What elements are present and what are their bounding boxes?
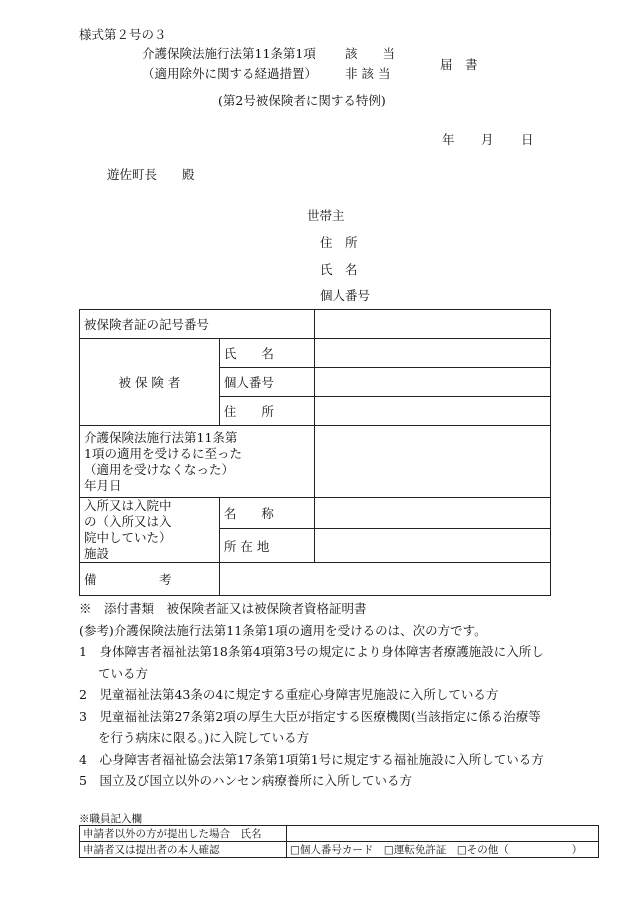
proxy-submitter-label: 申請者以外の方が提出した場合 氏名: [80, 826, 287, 842]
form-number: 様式第２号の３: [79, 27, 167, 42]
household-name-label: 氏 名: [320, 262, 358, 277]
insurance-card-number-label: 被保険者証の記号番号: [80, 310, 315, 339]
proxy-submitter-field[interactable]: [287, 826, 599, 842]
remarks-label: 備 考: [80, 563, 220, 596]
applicable-date-label: 介護保険法施行法第11条第1項の適用を受けるに至った（適用を受けなくなった）年月日: [80, 426, 315, 498]
facility-location-field[interactable]: [315, 529, 551, 563]
facility-name-label: 名 称: [219, 498, 314, 529]
household-address-label: 住 所: [320, 235, 358, 250]
facility-location-label: 所 在 地: [219, 529, 314, 563]
insured-address-field[interactable]: [315, 397, 551, 426]
household-personal-number-label: 個人番号: [320, 288, 371, 303]
document-type: 届 書: [440, 57, 478, 72]
insured-personal-number-label: 個人番号: [219, 368, 314, 397]
insured-person-label: 被 保 険 者: [80, 339, 220, 426]
household-head-label: 世帯主: [307, 208, 345, 223]
note-item: 1 身体障害者福祉法第18条第4項第3号の規定により身体障害者療護施設に入所している方: [79, 644, 544, 681]
insured-name-field[interactable]: [315, 339, 551, 368]
identity-check-options[interactable]: □個人番号カード □運転免許証 □その他（ ）: [287, 842, 599, 858]
remarks-field[interactable]: [219, 563, 550, 596]
date-year: 年: [442, 132, 455, 147]
insured-personal-number-field[interactable]: [315, 368, 551, 397]
option-applicable: 該 当: [345, 46, 396, 61]
facility-name-field[interactable]: [315, 498, 551, 529]
note-item: 4 心身障害者福祉協会法第17条第1項第1号に規定する福祉施設に入所している方: [79, 751, 544, 767]
date-day: 日: [521, 132, 534, 147]
reference-note: (参考)介護保険法施行法第11条第1項の適用を受けるのは、次の方です。: [79, 622, 487, 638]
staff-table: [79, 825, 599, 858]
option-not-applicable: 非 該 当: [345, 66, 391, 81]
insurance-card-number-field[interactable]: [315, 310, 551, 339]
title-line-1: 介護保険法施行法第11条第1項: [142, 46, 316, 61]
note-item: 3 児童福祉法第27条第2項の厚生大臣が指定する医療機関(当該指定に係る治療等を行う病床に限る。)に入院している方: [79, 708, 541, 745]
attachments-note: ※ 添付書類 被保険者証又は被保険者資格証明書: [79, 601, 367, 616]
date-month: 月: [481, 132, 494, 147]
staff-section-heading: ※職員記入欄: [79, 813, 142, 825]
identity-check-label: 申請者又は提出者の本人確認: [80, 842, 287, 858]
addressee: 遊佐町長 殿: [107, 167, 195, 182]
facility-label: 入所又は入院中の（入所又は入院中していた）施設: [80, 498, 220, 563]
applicable-date-field[interactable]: [315, 426, 551, 498]
subtitle: (第2号被保険者に関する特例): [218, 93, 386, 108]
application-table: [79, 309, 551, 596]
notes-section: [79, 598, 549, 792]
note-item: 5 国立及び国立以外のハンセン病療養所に入所している方: [79, 773, 412, 788]
insured-name-label: 氏 名: [219, 339, 314, 368]
note-item: 2 児童福祉法第43条の4に規定する重症心身障害児施設に入所している方: [79, 687, 499, 702]
title-line-2: （適用除外に関する経過措置）: [142, 66, 318, 81]
insured-address-label: 住 所: [219, 397, 314, 426]
